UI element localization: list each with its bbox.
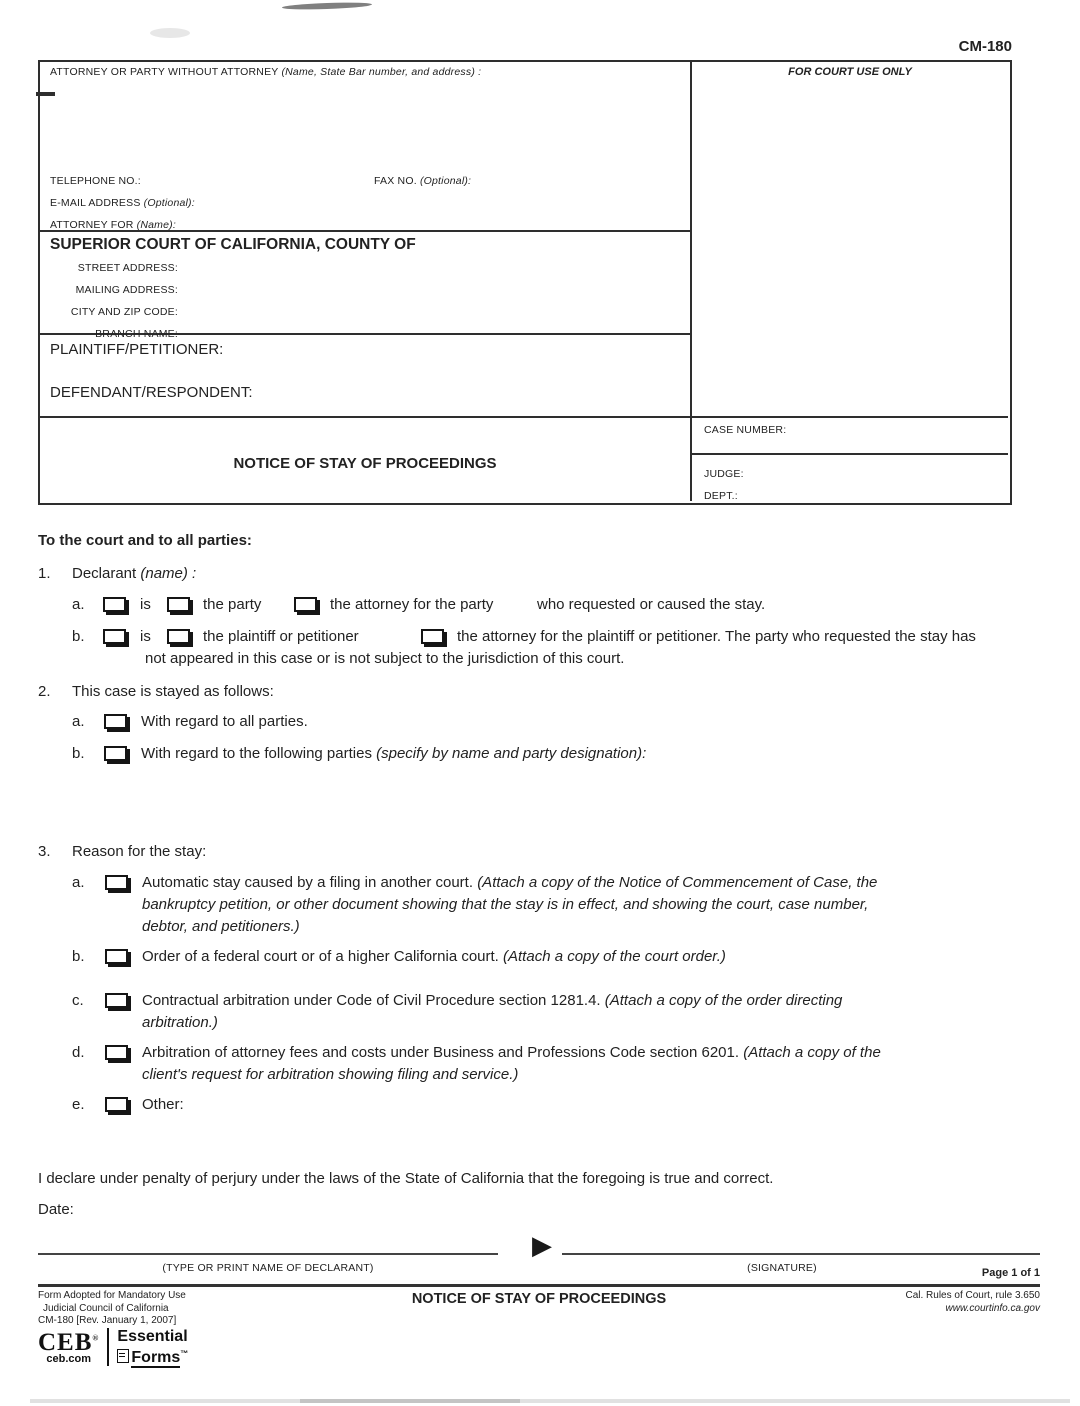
branch-name-label: BRANCH NAME: [95,328,178,340]
item1-label: Declarant (name) : [72,565,197,582]
item3-label: Reason for the stay: [72,843,207,860]
checkbox-1a-party[interactable] [167,597,190,612]
logo-essential: Essential [117,1328,188,1345]
attorney-label: ATTORNEY OR PARTY WITHOUT ATTORNEY (Name, State Bar number, and address) : [50,66,482,78]
signature-line[interactable] [562,1253,1040,1255]
checkbox-3a[interactable] [105,875,128,890]
checkbox-2a[interactable] [104,714,127,729]
ceb-logo [38,1328,188,1366]
item3e-letter: e. [72,1096,85,1113]
signature-arrow-icon: ▶ [532,1230,552,1260]
checkbox-3b[interactable] [105,949,128,964]
footer-rules-block [790,1290,1040,1315]
form-title: NOTICE OF STAY OF PROCEEDINGS [233,455,497,472]
checkbox-1b-is[interactable] [103,629,126,644]
divider-case-judge [692,453,1008,455]
scan-artifact-bottom [30,1399,1070,1403]
item1b-letter: b. [72,628,85,645]
item2-number: 2. [38,683,51,700]
plaintiff-label: PLAINTIFF/PETITIONER: [50,341,224,358]
ceb-logo-left [38,1329,99,1365]
scan-artifact-top-2 [150,28,190,38]
for-court-use-label: FOR COURT USE ONLY [788,66,912,78]
dept-label: DEPT.: [704,490,738,502]
logo-forms: Forms™ [117,1345,188,1366]
header-vertical-divider [690,60,692,501]
case-number-label: CASE NUMBER: [704,424,787,436]
attorney-for-label: ATTORNEY FOR (Name): [50,219,176,231]
item1a-attorney-label: the attorney for the party [330,596,494,613]
divider-party-title [38,416,1008,418]
footer-adopted-line2: Judicial Council of California [43,1302,169,1314]
item1-number: 1. [38,565,51,582]
court-title: SUPERIOR COURT OF CALIFORNIA, COUNTY OF [50,236,416,253]
street-address-label: STREET ADDRESS: [77,262,178,274]
checkbox-1a-is[interactable] [103,597,126,612]
item1a-is-label: is [140,596,151,613]
item1a-letter: a. [72,596,85,613]
item2b-text: With regard to the following parties (specify by name and party designation): [141,745,647,762]
item3a-line2: bankruptcy petition, or other document showing that the stay is in effect, and showing the court, case number, [142,896,869,913]
footer-title: NOTICE OF STAY OF PROCEEDINGS [411,1291,667,1307]
item3a-letter: a. [72,874,85,891]
form-page: CM-180 ATTORNEY OR PARTY WITHOUT ATTORNEY (Name, State Bar number, and address) : TELEPHONE NO.: FAX NO. (Optional): E-MAIL ADDRESS (Optional): ATTORNEY FOR (Name): FOR COURT USE ONLY SUPERIOR COURT OF CALIFORNIA, COUNTY OF STREET ADDRESS: MAILING ADDRESS: CITY AND ZIP CODE: BRANCH NAME: PLAINTIFF/PETITIONER: DEFENDANT/RESPONDENT: NOTICE OF STAY OF PROCEEDINGS CASE NUMBER: JUDGE: DEPT.: To the court and to all parties: 1. Declarant (name) : a. is the party the attorney for the party who requested or caused the stay. b. is the plaintiff or petitioner the attorney for the plaintiff or petitioner. The party who requested the stay has not appeared in this case or is not subject to the jurisdiction of this court. 2. This case is stayed as follows: a. With regard to all parties. b. With regard to the following parties (specify by name and party designation): 3. Reason for the stay: a. Automatic stay caused by a filing in another court. (Attach a copy of the Notice of Commencement of Case, the bankruptcy petition, or other document showing that the stay is in effect, and showing the court, case number, debtor, and petitioners.) b. Order of a federal court or of a higher California court. (Attach a copy of the court order.) c. Contractual arbitration under Code of Civil Procedure section 1281.4. (Attach a copy of the order directing arbitration.) d. Arbitration of attorney fees and costs under Business and Professions Code section 6201. (Attach a copy of the client's request for arbitration showing filing and service.) e. Other: I declare under penalty of perjury under the laws of the State of California that the foregoing is true and correct. Date: ▶ (TYPE OR PRINT NAME OF DECLARANT) (SIGNATURE) Page 1 of 1 Form Adopted for Mandatory Use Judicial Council of California CM-180 [Rev. January 1, 2007] NOTICE OF STAY OF PROCEEDINGS Cal. Rules of Court, rule 3.650 www.courtinfo.ca.gov CEB® ceb.com Essential Forms™ [0,0,1080,1406]
salutation: To the court and to all parties: [38,532,252,549]
item2-label: This case is stayed as follows: [72,683,274,700]
checkbox-1b-attorney[interactable] [421,629,444,644]
signature-caption: (SIGNATURE) [747,1262,817,1274]
footer-rules-line1: Cal. Rules of Court, rule 3.650 [905,1290,1040,1301]
page-info: Page 1 of 1 [981,1267,1040,1279]
item3d-letter: d. [72,1044,85,1061]
ceb-logo-right [117,1328,188,1366]
item2a-text: With regard to all parties. [141,713,308,730]
item3a-line3: debtor, and petitioners.) [142,918,300,935]
declarant-name-line[interactable] [38,1253,498,1255]
checkbox-3e[interactable] [105,1097,128,1112]
defendant-label: DEFENDANT/RESPONDENT: [50,384,253,401]
scan-artifact-bottom-2 [300,1399,520,1403]
item3d-line2: client's request for arbitration showing filing and service.) [142,1066,519,1083]
footer-adopted-line1: Form Adopted for Mandatory Use [38,1290,186,1301]
item3c-line1: Contractual arbitration under Code of Civil Procedure section 1281.4. (Attach a copy of the order directing [142,992,843,1009]
item3c-letter: c. [72,992,84,1009]
item3b-letter: b. [72,948,85,965]
item2b-letter: b. [72,745,85,762]
item3e-text: Other: [142,1096,184,1113]
declarant-name-caption: (TYPE OR PRINT NAME OF DECLARANT) [162,1262,374,1274]
forms-doc-icon [117,1349,129,1363]
scan-artifact-top [282,1,372,10]
item1b-attorney-label: the attorney for the plaintiff or petitioner. The party who requested the stay has [457,628,976,645]
telephone-label: TELEPHONE NO.: [50,175,141,187]
footer-rule [38,1284,1040,1287]
margin-dash [36,92,55,96]
judge-label: JUDGE: [704,468,744,480]
ceb-domain: ceb.com [46,1353,92,1366]
checkbox-1a-attorney[interactable] [294,597,317,612]
item2a-letter: a. [72,713,85,730]
city-zip-label: CITY AND ZIP CODE: [70,306,178,318]
checkbox-2b[interactable] [104,746,127,761]
logo-divider [107,1328,109,1366]
item1a-party-label: the party [203,596,262,613]
checkbox-1b-plaintiff[interactable] [167,629,190,644]
item1a-tail: who requested or caused the stay. [537,596,766,613]
item3-number: 3. [38,843,51,860]
item3c-line2: arbitration.) [142,1014,218,1031]
email-label: E-MAIL ADDRESS (Optional): [50,197,195,209]
item1b-plaintiff-label: the plaintiff or petitioner [203,628,359,645]
fax-label: FAX NO. (Optional): [374,175,472,187]
footer-rules-line2[interactable]: www.courtinfo.ca.gov [945,1302,1040,1314]
ceb-wordmark: CEB® [38,1329,100,1357]
checkbox-3c[interactable] [105,993,128,1008]
item3a-line1: Automatic stay caused by a filing in another court. (Attach a copy of the Notice of Commencement of Case, the [142,874,878,891]
checkbox-3d[interactable] [105,1045,128,1060]
item3b-text: Order of a federal court or of a higher California court. (Attach a copy of the court order.) [142,948,726,965]
perjury-declaration: I declare under penalty of perjury under the laws of the State of California that the foregoing is true and correct. [38,1170,774,1187]
item1b-is-label: is [140,628,151,645]
item3d-line1: Arbitration of attorney fees and costs under Business and Professions Code section 6201. (Attach a copy of the [142,1044,881,1061]
header-box [38,60,1012,505]
footer-adopted-line3: CM-180 [Rev. January 1, 2007] [38,1315,177,1326]
mailing-address-label: MAILING ADDRESS: [75,284,178,296]
date-label: Date: [38,1201,74,1218]
item1b-line2: not appeared in this case or is not subject to the jurisdiction of this court. [145,650,625,667]
